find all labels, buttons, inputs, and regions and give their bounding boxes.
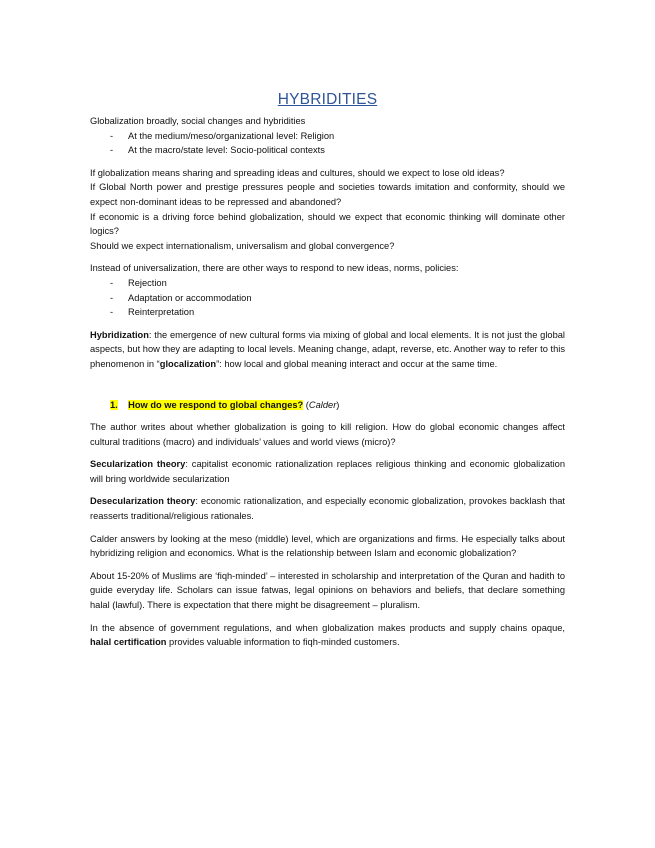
spacer [90, 561, 565, 569]
paren-open: ( [303, 399, 309, 410]
calder-paragraph: Calder answers by looking at the meso (middle) level, which are organizations and firms. He especially talks about hybridizing religion and economics. What is the relationship between Islam and economic globalization? [90, 533, 565, 559]
muslims-paragraph: About 15-20% of Muslims are ‘fiqh-minded’ – interested in scholarship and interpretation of the Quran and hadith to guide everyday life. Scholars can issue fatwas, legal opinions on behaviors and beliefs, that declare something halal (lawful). There is expectation that there might be disagreement – pluralism. [90, 570, 565, 611]
secularization-term: Secularization theory [90, 459, 186, 470]
section-author: Calder [308, 399, 337, 410]
question-2: If Global North power and prestige pressures people and societies towards imitation and conformity, should we expect non-dominant ideas to be repressed and abandoned? [90, 182, 565, 207]
question-1: If globalization means sharing and spreading ideas and cultures, should we expect to lose old ideas? [90, 167, 505, 178]
list-item [90, 129, 565, 144]
alternatives-lead: Instead of universalization, there are other ways to respond to new ideas, norms, policies: [90, 263, 459, 274]
paragraph-text: : economic rationalization, and especially economic globalization, provokes backlash that reasserts traditional/religious rationales. [90, 496, 565, 522]
spacer [90, 524, 565, 532]
paragraph-text: : capitalist economic rationalization replaces religious thinking and economic globalization will bring worldwide secularization [90, 459, 566, 484]
spacer [90, 412, 565, 420]
paragraph-text: provides valuable information to fiqh-minded customers. [166, 637, 400, 648]
spacer [90, 486, 565, 494]
questions-block [90, 166, 565, 254]
intro-list [90, 129, 565, 158]
alternatives-list [90, 276, 565, 320]
desecularization-paragraph [90, 494, 565, 523]
question-3: If economic is a driving force behind globalization, should we expect that economic thinking will dominate other logics? [90, 211, 565, 237]
spacer [90, 613, 565, 621]
intro-lead: Globalization broadly, social changes and hybridities [90, 116, 306, 126]
list-item [90, 305, 565, 320]
paragraph-text: : the emergence of new cultural forms via mixing of global and local elements. It is not just the global aspects, but how they are adapting to local levels. Meaning change, adapt, reverse, etc. Another way to refer to this phenomenon in “ [90, 329, 565, 369]
dash-bullet: - [110, 130, 114, 141]
list-item [90, 291, 565, 306]
list-item-text: Rejection [128, 277, 167, 288]
secularization-paragraph [90, 457, 565, 486]
dash-bullet: - [110, 145, 114, 156]
spacer [90, 253, 565, 261]
list-item [90, 143, 565, 158]
paragraph-text: ”: how local and global meaning interact and occur at the same time. [216, 358, 498, 369]
spacer [90, 372, 565, 398]
list-item-text: At the macro/state level: Socio-political contexts [128, 145, 325, 156]
dash-bullet: - [110, 292, 114, 303]
section-number: 1. [110, 399, 118, 410]
dash-bullet: - [110, 277, 114, 288]
spacer [90, 320, 565, 328]
paragraph-text: In the absence of government regulations, and when globalization makes products and supply chains opaque, [90, 622, 565, 633]
glocalization-term: glocalization [159, 358, 217, 369]
list-item-text: Adaptation or accommodation [128, 292, 252, 303]
hybridization-term: Hybridization [90, 329, 149, 340]
section-heading [90, 398, 565, 413]
halal-term: halal certification [90, 637, 167, 648]
spacer [90, 158, 565, 166]
desecularization-term: Desecularization theory [90, 496, 196, 507]
paren-close: ) [336, 399, 340, 410]
author-paragraph: The author writes about whether globalization is going to kill religion. How do global economic changes affect cultural traditions (macro) and individuals’ values and world views (micro)? [90, 422, 565, 447]
spacer [90, 449, 565, 457]
list-item-text: Reinterpretation [128, 307, 195, 318]
list-item-text: At the medium/meso/organizational level: Religion [128, 130, 335, 141]
dash-bullet: - [110, 307, 114, 318]
list-item [90, 276, 565, 291]
page-title: HYBRIDITIES [277, 91, 378, 108]
halal-paragraph [90, 621, 565, 650]
question-4: Should we expect internationalism, universalism and global convergence? [90, 240, 395, 251]
document-page [90, 90, 565, 650]
hybridization-paragraph [90, 328, 565, 372]
section-title: How do we respond to global changes? [128, 399, 304, 410]
